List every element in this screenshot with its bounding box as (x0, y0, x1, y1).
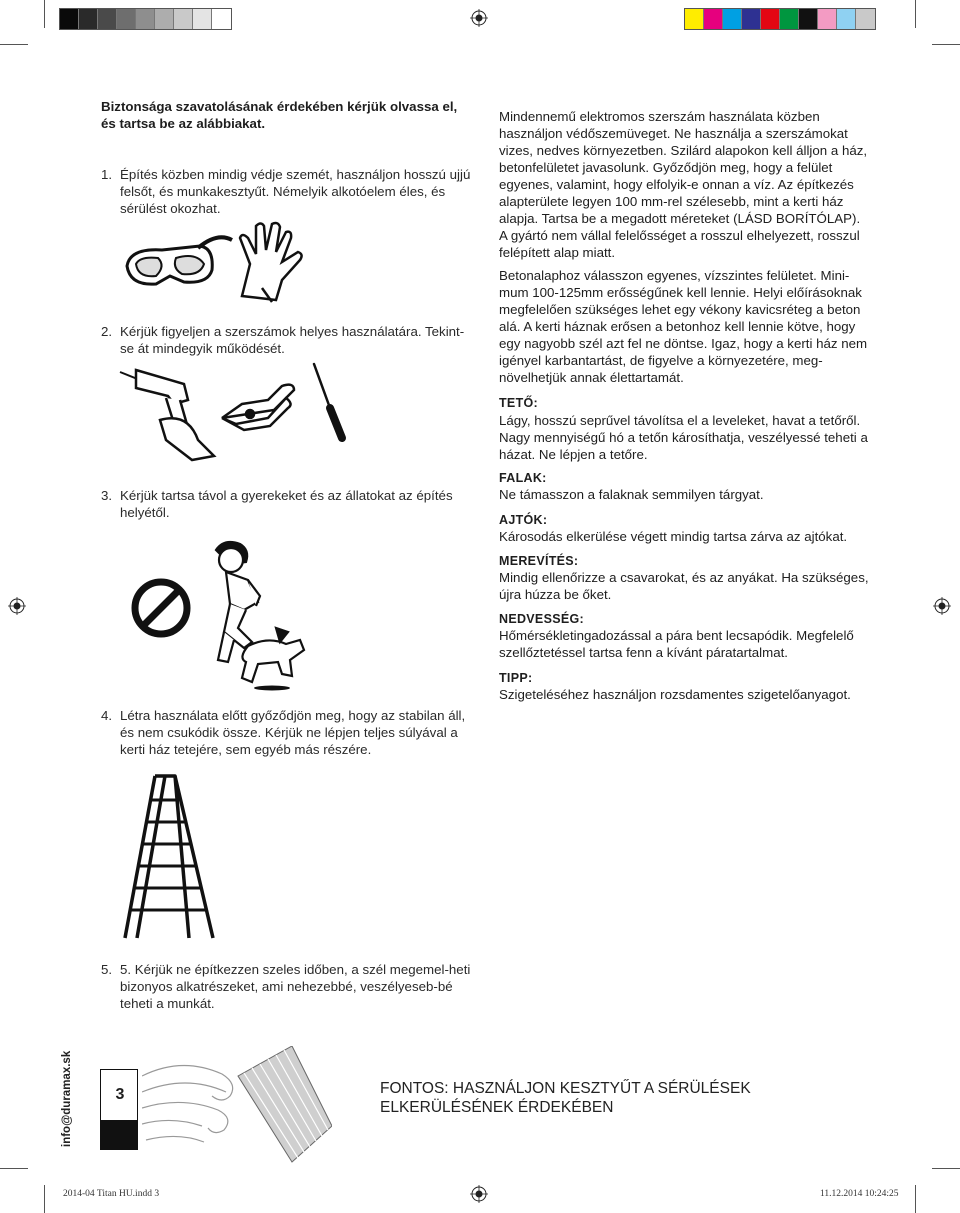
color-swatch-3 (742, 9, 761, 29)
ladder-illustration (123, 772, 221, 942)
color-swatch-1 (704, 9, 723, 29)
wind-panel-illustration (142, 1046, 332, 1166)
no-children-pets-illustration (128, 536, 306, 694)
roof-heading: TETŐ: (499, 396, 538, 410)
walls-text: Ne támasszon a falaknak semmilyen tárgyat. (499, 487, 764, 502)
safety-item-3: 3. Kérjük tartsa távol a gyerekeket és az állatokat az építés helyétől. (101, 488, 453, 520)
tools-illustration (118, 360, 354, 462)
moisture-text: Hőmérsékletingadozással a pára bent lecsapódik. Megfelelő szellőztetéssel tartsa fenn a kívánt páratartalmat. (499, 628, 854, 660)
safety-item-1: 1. Építés közben mindig védje szemét, használjon hosszú ujjú felsőt, és munkakesztyűt. Némelyik alkotóelem éles, és sérülést okozhat. (101, 167, 471, 216)
gray-swatch-3 (117, 9, 136, 29)
concrete-foundation-paragraph: Betonalaphoz válasszon egyenes, vízszintes felületet. Mini-mum 100-125mm erősségűnek kell lennie. Helyi előírásoknak megfelelően szükséges lehet egy vékony kavicsréteg a beton alá. A kerti háznak erősen a betonhoz kell lennie kötve, hogy egy nagyobb szél azt fel ne döntse. Igaz, hogy a kerti ház nem igényel karbantartást, de figyelve a környezetére, meg-növelhetjük annak élettartamát. (499, 268, 868, 385)
color-swatch-9 (856, 9, 875, 29)
bracing-heading: MEREVÍTÉS: (499, 554, 579, 568)
color-swatch-8 (837, 9, 856, 29)
grayscale-bar (59, 8, 232, 30)
gray-swatch-6 (174, 9, 193, 29)
gray-swatch-0 (60, 9, 79, 29)
color-bar (684, 8, 876, 30)
goggles-gloves-illustration (122, 218, 308, 306)
bracing-text: Mindig ellenőrizze a csavarokat, és az anyákat. Ha szükséges, újra húzza be őket. (499, 570, 869, 602)
color-swatch-6 (799, 9, 818, 29)
gray-swatch-4 (136, 9, 155, 29)
side-email: info@duramax.sk (61, 1050, 73, 1147)
registration-mark-left-icon (8, 597, 26, 615)
tip-heading: TIPP: (499, 671, 533, 685)
safety-item-2: 2. Kérjük figyeljen a szerszámok helyes használatára. Tekint-se át mindegyik működését. (101, 324, 465, 356)
electric-tools-paragraph: Mindennemű elektromos szerszám használata közben használjon védőszemüveget. Ne használja a szerszámokat vizes, nedves környezetben. Szilárd alapokon kell álljon a ház, betonfelületet javasolunk. Győződjön meg, hogy a felület egyenes, valamint, hogy elfolyik-e onnan a víz. Az építkezés alapterülete legyen 100 mm-rel szélesebb, mint a kerti ház alapja. Tartsa be a megadott méreteket (LÁSD BORÍTÓLAP). A gyártó nem vállal felelősséget a rosszul elhelyezett, rosszul felépített alap miatt. (499, 109, 868, 260)
doors-heading: AJTÓK: (499, 513, 548, 527)
color-swatch-7 (818, 9, 837, 29)
gray-swatch-1 (79, 9, 98, 29)
gray-swatch-2 (98, 9, 117, 29)
page-number: 3 (115, 1086, 125, 1103)
moisture-heading: NEDVESSÉG: (499, 612, 584, 626)
safety-item-4: 4. Létra használata előtt győződjön meg, hogy az stabilan áll, és nem csukódik össze. Kérjük ne lépjen teljes súlyával a kerti ház tetejére, sem egyéb más részére. (101, 708, 466, 757)
registration-mark-right-icon (933, 597, 951, 615)
registration-mark-bottom-icon (470, 1185, 488, 1203)
color-swatch-5 (780, 9, 799, 29)
gray-swatch-8 (212, 9, 231, 29)
gray-swatch-5 (155, 9, 174, 29)
safety-item-5: 5. 5. Kérjük ne építkezzen szeles időben, a szél megemel-heti bizonyos alkatrészeket, ami nehezebbé, veszélyeseb-bé teheti a munkát. (101, 962, 471, 1011)
slug-file-info: 2014-04 Titan HU.indd 3 (63, 1189, 160, 1199)
color-swatch-2 (723, 9, 742, 29)
color-swatch-4 (761, 9, 780, 29)
doors-text: Károsodás elkerülése végett mindig tartsa zárva az ajtókat. (499, 529, 848, 544)
slug-timestamp: 11.12.2014 10:24:25 (820, 1189, 899, 1199)
roof-text: Lágy, hosszú seprűvel távolítsa el a leveleket, havat a tetőről. Nagy mennyiségű hó a tetőn károsíthatja, veszélyessé teheti a házat. Ne lépjen a tetőre. (499, 413, 868, 462)
gloves-notice: FONTOS: HASZNÁLJON KESZTYŰT A SÉRÜLÉSEK ELKERÜLÉSÉNEK ÉRDEKÉBEN (380, 1080, 751, 1116)
registration-mark-top-icon (470, 9, 488, 27)
walls-heading: FALAK: (499, 471, 547, 485)
color-swatch-0 (685, 9, 704, 29)
tip-text: Szigeteléséhez használjon rozsdamentes szigetelőanyagot. (499, 687, 851, 702)
page-number-box (100, 1069, 138, 1149)
gray-swatch-7 (193, 9, 212, 29)
safety-intro: Biztonsága szavatolásának érdekében kérjük olvassa el, és tartsa be az alábbiakat. (101, 99, 458, 131)
